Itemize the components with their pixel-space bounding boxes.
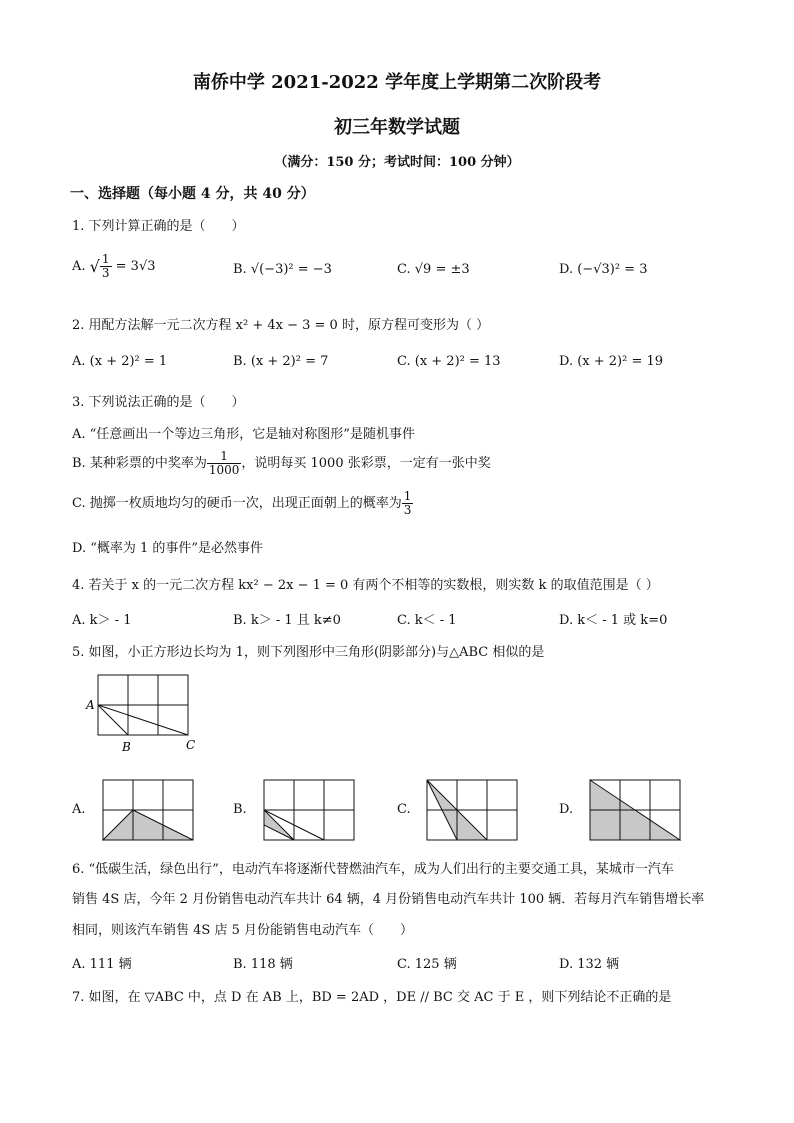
q1-b-expr: √(−3)² = −3 — [250, 262, 332, 277]
q5-option-a-figure — [102, 779, 194, 841]
q1-a-rhs: = 3√3 — [115, 259, 156, 275]
q1-a-label: A. — [72, 259, 86, 275]
q2-option-c: C. (x + 2)² = 13 — [397, 354, 501, 369]
point-a-label: A — [86, 698, 95, 712]
q3-option-d: D. “概率为 1 的事件”是必然事件 — [72, 541, 264, 556]
q3-stem: 3. 下列说法正确的是（ ） — [72, 395, 245, 410]
q3-option-b — [72, 450, 491, 477]
q6-option-a: A. 111 辆 — [72, 957, 132, 972]
q3-b-num: 1 — [207, 450, 242, 464]
q4-option-b: B. k＞ - 1 且 k≠0 — [233, 613, 341, 628]
q1-a-den: 3 — [101, 266, 110, 281]
exam-note: （满分：150 分；考试时间：100 分钟） — [274, 155, 520, 170]
q1-c-label: C. — [397, 262, 411, 277]
shaded-triangle — [103, 810, 193, 840]
point-b-label: B — [122, 740, 131, 754]
q3-b-fraction — [207, 450, 242, 477]
exam-title: 南侨中学 2021-2022 学年度上学期第二次阶段考 — [192, 72, 602, 93]
q5-option-b-figure — [263, 779, 355, 841]
q3-option-a: A. “任意画出一个等边三角形，它是轴对称图形”是随机事件 — [72, 427, 415, 442]
q3-c-fraction — [402, 490, 414, 517]
q3-option-c — [72, 490, 413, 517]
q7-stem: 7. 如图，在 ▽ABC 中，点 D 在 AB 上，BD = 2AD ，DE // BC 交 AC 于 E ，则下列结论不正确的是 — [72, 990, 672, 1005]
q1-d-expr: (−√3)² = 3 — [577, 262, 648, 277]
q5-option-d-figure — [589, 779, 681, 841]
segment-ac — [98, 705, 188, 735]
q6-option-d: D. 132 辆 — [559, 957, 620, 972]
q4-option-a: A. k＞ - 1 — [72, 613, 132, 628]
q1-stem: 1. 下列计算正确的是（ ） — [72, 219, 245, 234]
q1-c-expr: √9 = ±3 — [414, 262, 470, 277]
q4-stem: 4. 若关于 x 的一元二次方程 kx² − 2x − 1 = 0 有两个不相等的实数根，则实数 k 的取值范围是（ ） — [72, 578, 659, 593]
q3-b-post: ，说明每买 1000 张彩票，一定有一张中奖 — [241, 456, 491, 472]
q1-b-label: B. — [233, 262, 247, 277]
q2-stem: 2. 用配方法解一元二次方程 x² + 4x − 3 = 0 时，原方程可变形为（ ） — [72, 318, 490, 333]
q2-option-d: D. (x + 2)² = 19 — [559, 354, 664, 369]
q1-option-c — [397, 262, 470, 277]
q1-d-label: D. — [559, 262, 574, 277]
q1-a-num: 1 — [101, 252, 110, 266]
point-c-label: C — [186, 738, 196, 752]
q6-line3: 相同，则该汽车销售 4S 店 5 月份能销售电动汽车（ ） — [72, 923, 413, 938]
exam-subtitle: 初三年数学试题 — [334, 117, 460, 138]
q3-c-pre: C. 抛掷一枚质地均匀的硬币一次，出现正面朝上的概率为 — [72, 496, 402, 512]
q2-option-a: A. (x + 2)² = 1 — [72, 354, 168, 369]
q6-option-c: C. 125 辆 — [397, 957, 457, 972]
q4-option-c: C. k＜ - 1 — [397, 613, 457, 628]
q6-option-b: B. 118 辆 — [233, 957, 293, 972]
q6-line1: 6. “低碳生活，绿色出行”，电动汽车将逐渐代替燃油汽车，成为人们出行的主要交通工具，某城市一汽车 — [72, 862, 674, 877]
q4-option-d: D. k＜ - 1 或 k=0 — [559, 613, 668, 628]
q3-c-den: 3 — [403, 503, 412, 518]
q3-b-den: 1000 — [208, 463, 240, 478]
q1-option-d — [559, 262, 647, 277]
q2-option-b: B. (x + 2)² = 7 — [233, 354, 329, 369]
q1-option-a: A. √ $\frac{1}{3}$ = 3√3 — [72, 252, 156, 281]
q5-option-a-label: A. — [72, 802, 86, 817]
q6-line2: 销售 4S 店，今年 2 月份销售电动汽车共计 64 辆，4 月份销售电动汽车共计 100 辆．若每月汽车销售增长率 — [72, 892, 705, 907]
q5-option-d-label: D. — [559, 802, 574, 817]
section-heading: 一、选择题（每小题 4 分，共 40 分） — [70, 186, 315, 202]
q5-stem: 5. 如图，小正方形边长均为 1，则下列图形中三角形(阴影部分)与△ABC 相似的是 — [72, 645, 545, 660]
q1-option-b — [233, 262, 332, 277]
q3-b-pre: B. 某种彩票的中奖率为 — [72, 456, 207, 472]
q5-reference-figure — [86, 675, 198, 754]
q1-a-fraction — [100, 253, 112, 280]
q5-option-b-label: B. — [233, 802, 247, 817]
q3-c-num: 1 — [403, 489, 412, 503]
q5-option-c-label: C. — [397, 802, 411, 817]
q5-option-c-figure — [426, 779, 518, 841]
